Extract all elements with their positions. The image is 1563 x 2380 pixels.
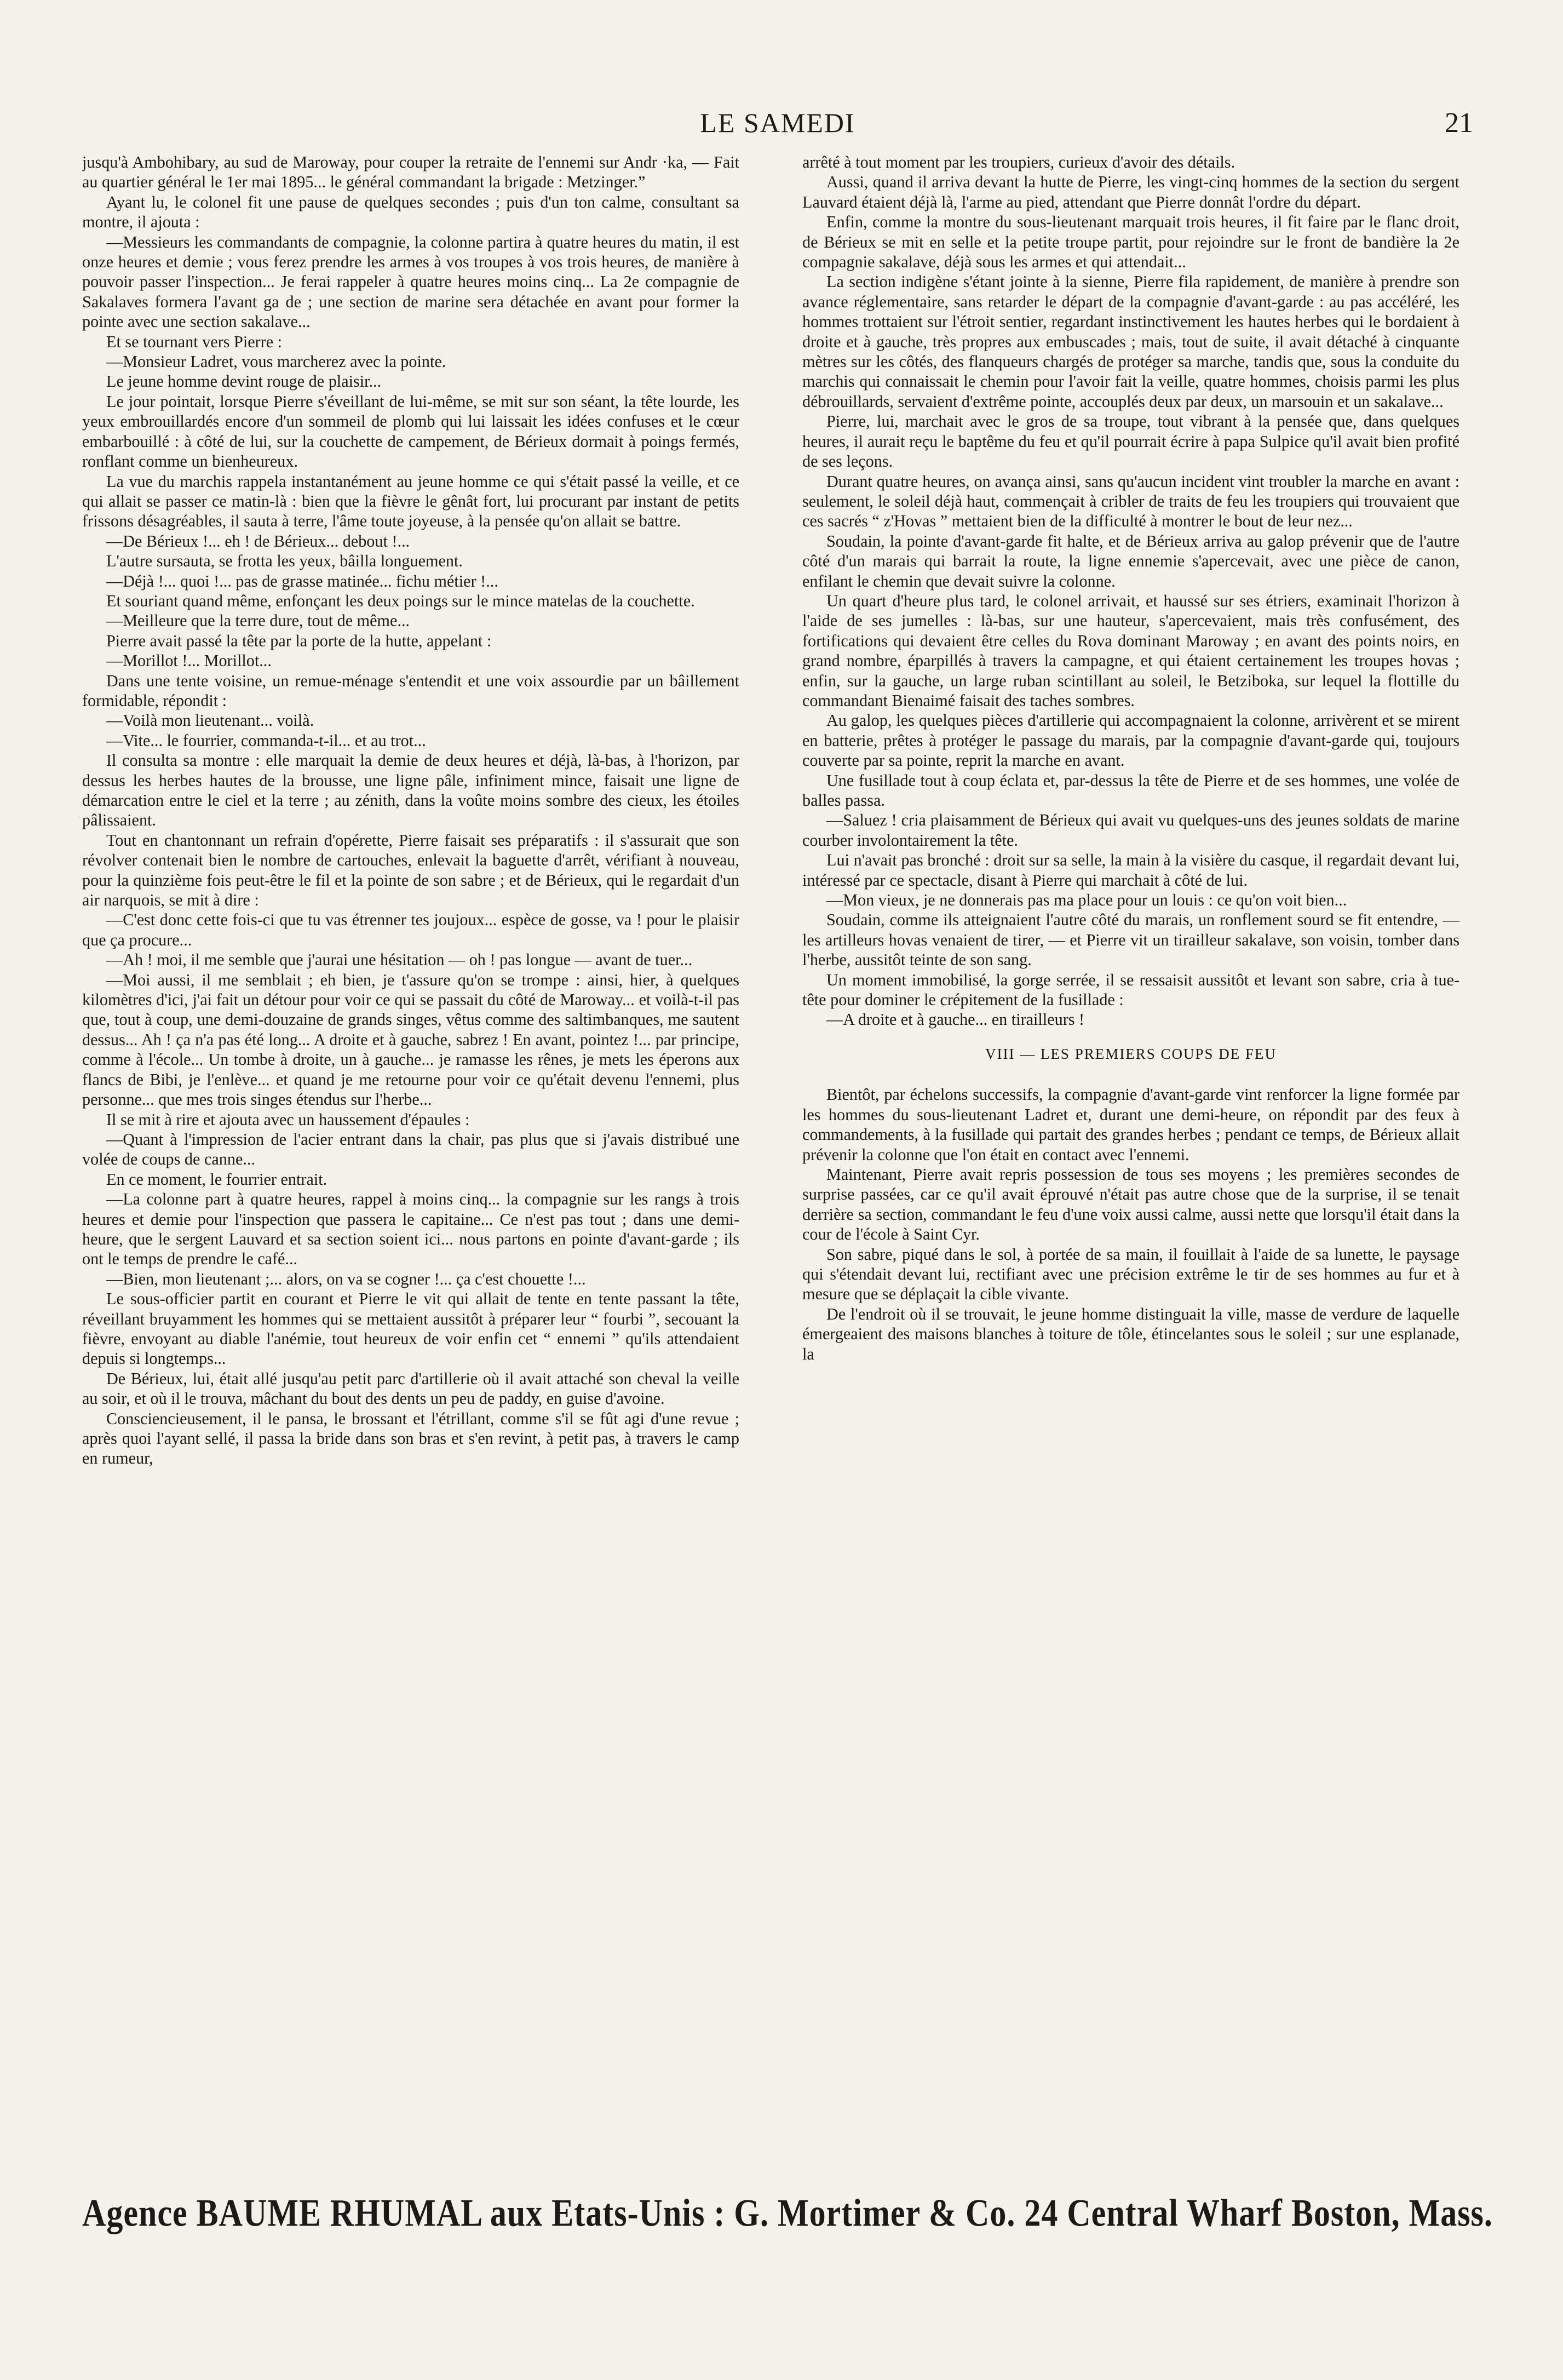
paragraph: Le jour pointait, lorsque Pierre s'éveillant de lui-même, se mit sur son séant, la tête lourde, les yeux embrouillardés encore d'un sommeil de plomb qui lui laissait les idées confuses et le cœur embarbouillé : à côté de lui, sur la couchette de campement, de Bérieux dormait à poings fermés, ronflant comme un bienheureux. bbox=[82, 392, 739, 471]
paragraph: Ayant lu, le colonel fit une pause de quelques secondes ; puis d'un ton calme, consultant sa montre, il ajouta : bbox=[82, 192, 739, 232]
paragraph: Son sabre, piqué dans le sol, à portée de sa main, il fouillait à l'aide de sa lunette, le paysage qui s'étendait devant lui, rectifiant avec une précision extrême le tir de ses hommes au fur et à mesure que se déplaçait la cible vivante. bbox=[802, 1245, 1459, 1304]
paragraph: —Mon vieux, je ne donnerais pas ma place pour un louis : ce qu'on voit bien... bbox=[826, 891, 1347, 910]
footer-advertisement: Agence BAUME RHUMAL aux Etats-Unis : G. Mortimer & Co. 24 Central Wharf Boston, Mass. bbox=[82, 2192, 1493, 2235]
paragraph: De l'endroit où il se trouvait, le jeune homme distinguait la ville, masse de verdure de laquelle émergeaient des maisons blanches à toiture de tôle, étincelantes sous le soleil ; sur une esplanade, la bbox=[802, 1304, 1459, 1363]
page-header bbox=[82, 107, 1473, 140]
paragraph: Un moment immobilisé, la gorge serrée, il se ressaisit aussitôt et levant son sabre, cria à tue-tête pour dominer le crépitement de la fusillade : bbox=[802, 970, 1459, 1010]
paragraph: Et se tournant vers Pierre : bbox=[106, 332, 283, 351]
paragraph: —La colonne part à quatre heures, rappel à moins cinq... la compagnie sur les rangs à trois heures et demie pour l'inspection que passera le capitaine... Ce n'est pas tout ; dans une demi-heure, que le sergent Lauvard et sa section soient ici... nous partons en pointe d'avant-garde ; ils ont le temps de prendre le café... bbox=[82, 1190, 739, 1269]
paragraph: Dans une tente voisine, un remue-ménage s'entendit et une voix assourdie par un bâillement formidable, répondit : bbox=[82, 671, 739, 710]
paragraph: Au galop, les quelques pièces d'artillerie qui accompagnaient la colonne, arrivèrent et se mirent en batterie, prêtes à protéger le passage du marais, par la compagnie d'avant-garde qui, toujours couverte par sa pointe, reprit la marche en avant. bbox=[802, 711, 1459, 770]
paragraph: Il consulta sa montre : elle marquait la demie de deux heures et déjà, là-bas, à l'horizon, par dessus les herbes hautes de la brousse, une ligne pâle, infiniment mince, faisait une ligne de démarcation entre le ciel et la terre ; au zénith, dans la voûte moins sombre des cieux, les étoiles pâlissaient. bbox=[82, 751, 739, 830]
page-number: 21 bbox=[1445, 107, 1473, 139]
paragraph: —Voilà mon lieutenant... voilà. bbox=[106, 711, 314, 730]
left-column bbox=[82, 152, 739, 2168]
paragraph: —A droite et à gauche... en tirailleurs ! bbox=[826, 1010, 1085, 1029]
paragraph: Le sous-officier partit en courant et Pierre le vit qui allait de tente en tente passant la tête, réveillant bruyamment les hommes qui se mettaient aussitôt à préparer leur “ fourbi ”, secouant la fièvre, envoyant au diable l'anémie, tout heureux de voir enfin cet “ ennemi ” qu'ils attendaient depuis si longtemps... bbox=[82, 1289, 739, 1368]
paragraph: jusqu'à Ambohibary, au sud de Maroway, pour couper la retraite de l'ennemi sur Andr ·ka, — Fait au quartier général le 1er mai 1895... le général commandant la brigade : Metzinger.” bbox=[82, 153, 739, 192]
paragraph: —Moi aussi, il me semblait ; eh bien, je t'assure qu'on se trompe : ainsi, hier, à quelques kilomètres d'ici, j'ai fait un détour pour voir ce qui se passait du côté de Maroway... et voilà-t-il pas que, tout à coup, une demi-douzaine de grands singes, vêtus comme des saltimbanques, me sautent dessus... Ah ! ça n'a pas été long... A droite et à gauche, sabrez ! En avant, pointez !... par principe, comme à l'école... Un tombe à droite, un à gauche... je ramasse les rênes, je mets les éperons aux flancs de Bibi, je l'enlève... et quand je me retourne pour voir ce qu'était devenu l'ennemi, plus personne... que mes trois singes étendus sur l'herbe... bbox=[82, 970, 739, 1109]
paragraph: Tout en chantonnant un refrain d'opérette, Pierre faisait ses préparatifs : il s'assurait que son révolver contenait bien le nombre de cartouches, enlevait la baguette d'arrêt, vérifiant à nouveau, pour la quinzième fois peut-être le fil et la pointe de son sabre ; et de Bérieux, qui le regardait d'un air narquois, se mit à dire : bbox=[82, 830, 739, 910]
paragraph: —Messieurs les commandants de compagnie, la colonne partira à quatre heures du matin, il est onze heures et demie ; vous ferez prendre les armes à vos troupes à vos trois heures, de manière à pouvoir passer l'inspection... Je ferai rappeler à quatre heures moins cinq... La 2e compagnie de Sakalaves formera l'avant ga de ; une section de marine sera détachée en avant pour former la pointe avec une section sakalave... bbox=[82, 232, 739, 331]
paragraph: Soudain, comme ils atteignaient l'autre côté du marais, un ronflement sourd se fit entendre, — les artilleurs hovas venaient de tirer, — et Pierre vit un tirailleur sakalave, son voisin, tomber dans l'herbe, aussitôt teinte de son sang. bbox=[802, 910, 1459, 970]
paragraph: Durant quatre heures, on avança ainsi, sans qu'aucun incident vint troubler la marche en avant : seulement, le soleil déjà haut, commençait à cribler de traits de feu les troupiers qui trouvaient que ces sacrés “ z'Hovas ” mettaient bien de la difficulté à montrer le bout de leur nez... bbox=[802, 472, 1459, 531]
paragraph: —Morillot !... Morillot... bbox=[106, 651, 272, 670]
paragraph: Soudain, la pointe d'avant-garde fit halte, et de Bérieux arriva au galop prévenir que de l'autre côté d'un marais qui barrait la route, la ligne ennemie s'apercevait, avec une pièce de canon, enfilant le chemin que devait suivre la colonne. bbox=[802, 531, 1459, 590]
paragraph: —Ah ! moi, il me semble que j'aurai une hésitation — oh ! pas longue — avant de tuer... bbox=[106, 950, 693, 970]
paragraph: L'autre sursauta, se frotta les yeux, bâilla longuement. bbox=[106, 552, 463, 571]
right-column-after-chapter bbox=[802, 1085, 1459, 1364]
paragraph: De Bérieux, lui, était allé jusqu'au petit parc d'artillerie où il avait attaché son cheval la veille au soir, et où il le trouva, mâchant du bout des dents un peu de paddy, en guise d'avoine. bbox=[82, 1369, 739, 1408]
paragraph: —Saluez ! cria plaisamment de Bérieux qui avait vu quelques-uns des jeunes soldats de marine courber involontairement la tête. bbox=[802, 811, 1459, 850]
paragraph: Une fusillade tout à coup éclata et, par-dessus la tête de Pierre et de ses hommes, une volée de balles passa. bbox=[802, 771, 1459, 810]
paragraph: —Vite... le fourrier, commanda-t-il... et au trot... bbox=[106, 731, 426, 750]
paragraph: Enfin, comme la montre du sous-lieutenant marquait trois heures, il fit faire par le flanc droit, de Bérieux se mit en selle et la petite troupe partit, pour rejoindre sur le front de bandière la 2e compagnie sakalave, déjà sous les armes et qui attendait... bbox=[802, 213, 1459, 272]
right-column-before-chapter bbox=[802, 152, 1459, 1030]
paragraph: —Monsieur Ladret, vous marcherez avec la pointe. bbox=[106, 352, 446, 371]
paragraph: Maintenant, Pierre avait repris possession de tous ses moyens ; les premières secondes de surprise passées, car ce qu'il avait éprouvé n'était pas autre chose que de la surprise, il se tenait derrière sa section, commandant le feu d'une voix aussi calme, aussi nette que lorsqu'il était dans la cour de l'école à Saint Cyr. bbox=[802, 1165, 1459, 1244]
paragraph: Aussi, quand il arriva devant la hutte de Pierre, les vingt-cinq hommes de la section du sergent Lauvard étaient déjà là, l'arme au pied, attendant que Pierre donnât l'ordre du départ. bbox=[802, 173, 1459, 211]
paragraph: —Déjà !... quoi !... pas de grasse matinée... fichu métier !... bbox=[106, 571, 498, 590]
paragraph: En ce moment, le fourrier entrait. bbox=[106, 1169, 327, 1189]
paragraph: —Quant à l'impression de l'acier entrant dans la chair, pas plus que si j'avais distribué une volée de coups de canne... bbox=[82, 1129, 739, 1169]
paragraph: —C'est donc cette fois-ci que tu vas étrenner tes joujoux... espèce de gosse, va ! pour le plaisir que ça procure... bbox=[82, 910, 739, 949]
paragraph: Lui n'avait pas bronché : droit sur sa selle, la main à la visière du casque, il regardait devant lui, intéressé par ce spectacle, disant à Pierre qui marchait à côté de lui. bbox=[802, 851, 1459, 890]
chapter-heading: VIII — LES PREMIERS COUPS DE FEU bbox=[985, 1045, 1277, 1062]
paragraph: —De Bérieux !... eh ! de Bérieux... debout !... bbox=[106, 531, 410, 550]
paragraph: —Meilleure que la terre dure, tout de même... bbox=[106, 611, 410, 630]
paragraph: Bientôt, par échelons successifs, la compagnie d'avant-garde vint renforcer la ligne formée par les hommes du sous-lieutenant Ladret et, durant une demi-heure, on répondit par des feux à commandements, à la fusillade qui partait des grandes herbes ; pendant ce temps, de Bérieux allait prévenir la colonne que l'on était en contact avec l'ennemi. bbox=[802, 1085, 1459, 1164]
paragraph: La section indigène s'étant jointe à la sienne, Pierre fila rapidement, de manière à prendre son avance réglementaire, sans retarder le départ de la compagnie d'avant-garde : au pas accéléré, les hommes trottaient sur l'étroit sentier, regardant instinctivement les hautes herbes qui le bordaient à droite et à gauche, très propres aux embuscades ; mais, tout de suite, il avait détaché à cinquante mètres sur les côtés, des flanqueurs chargés de protéger sa marche, tandis que, sous la conduite du marchis qui connaissait le chemin pour l'avoir fait la veille, quatre hommes, choisis parmi les plus débrouillards, servaient d'extrême pointe, accouplés deux par deux, un marsouin et un sakalave... bbox=[802, 272, 1459, 411]
right-column bbox=[802, 152, 1459, 2168]
paragraph: La vue du marchis rappela instantanément au jeune homme ce qui s'était passé la veille, et ce qui allait se passer ce matin-là : bien que la fièvre le gênât fort, lui procurant par instant de petits frissons désagréables, il sauta à terre, l'âme toute joyeuse, à la pensée qu'on allait se battre. bbox=[82, 472, 739, 531]
paragraph: Pierre, lui, marchait avec le gros de sa troupe, tout vibrant à la pensée que, dans quelques heures, il aurait reçu le baptême du feu et qu'il pourrait écrire à papa Sulpice qu'il avait bien profité de ses leçons. bbox=[802, 412, 1459, 471]
paragraph: arrêté à tout moment par les troupiers, curieux d'avoir des détails. bbox=[802, 153, 1236, 171]
paragraph: Et souriant quand même, enfonçant les deux poings sur le mince matelas de la couchette. bbox=[106, 591, 695, 610]
paragraph: Il se mit à rire et ajouta avec un haussement d'épaules : bbox=[106, 1110, 470, 1129]
paragraph: Consciencieusement, il le pansa, le brossant et l'étrillant, comme s'il se fût agi d'une revue ; après quoi l'ayant sellé, il passa la bride dans son bras et s'en revint, à petit pas, à travers le camp en rumeur, bbox=[82, 1409, 739, 1468]
paragraph: —Bien, mon lieutenant ;... alors, on va se cogner !... ça c'est chouette !... bbox=[106, 1269, 586, 1288]
paragraph: Pierre avait passé la tête par la porte de la hutte, appelant : bbox=[106, 631, 492, 650]
running-title: LE SAMEDI bbox=[700, 107, 855, 138]
paragraph: Le jeune homme devint rouge de plaisir... bbox=[106, 372, 382, 391]
paragraph: Un quart d'heure plus tard, le colonel arrivait, et haussé sur ses étriers, examinait l'horizon à l'aide de ses jumelles : là-bas, sur une hauteur, s'apercevaient, mais très confusément, des fortifications qui devaient être celles du Rova dominant Maroway ; en avant des points noirs, en grand nombre, éparpillés à travers la campagne, et qui étaient certainement les troupes hovas ; enfin, sur la gauche, un large ruban scintillant au soleil, le Betziboka, sur lequel la flottille du commandant Bienaimé faisait des taches sombres. bbox=[802, 591, 1459, 710]
